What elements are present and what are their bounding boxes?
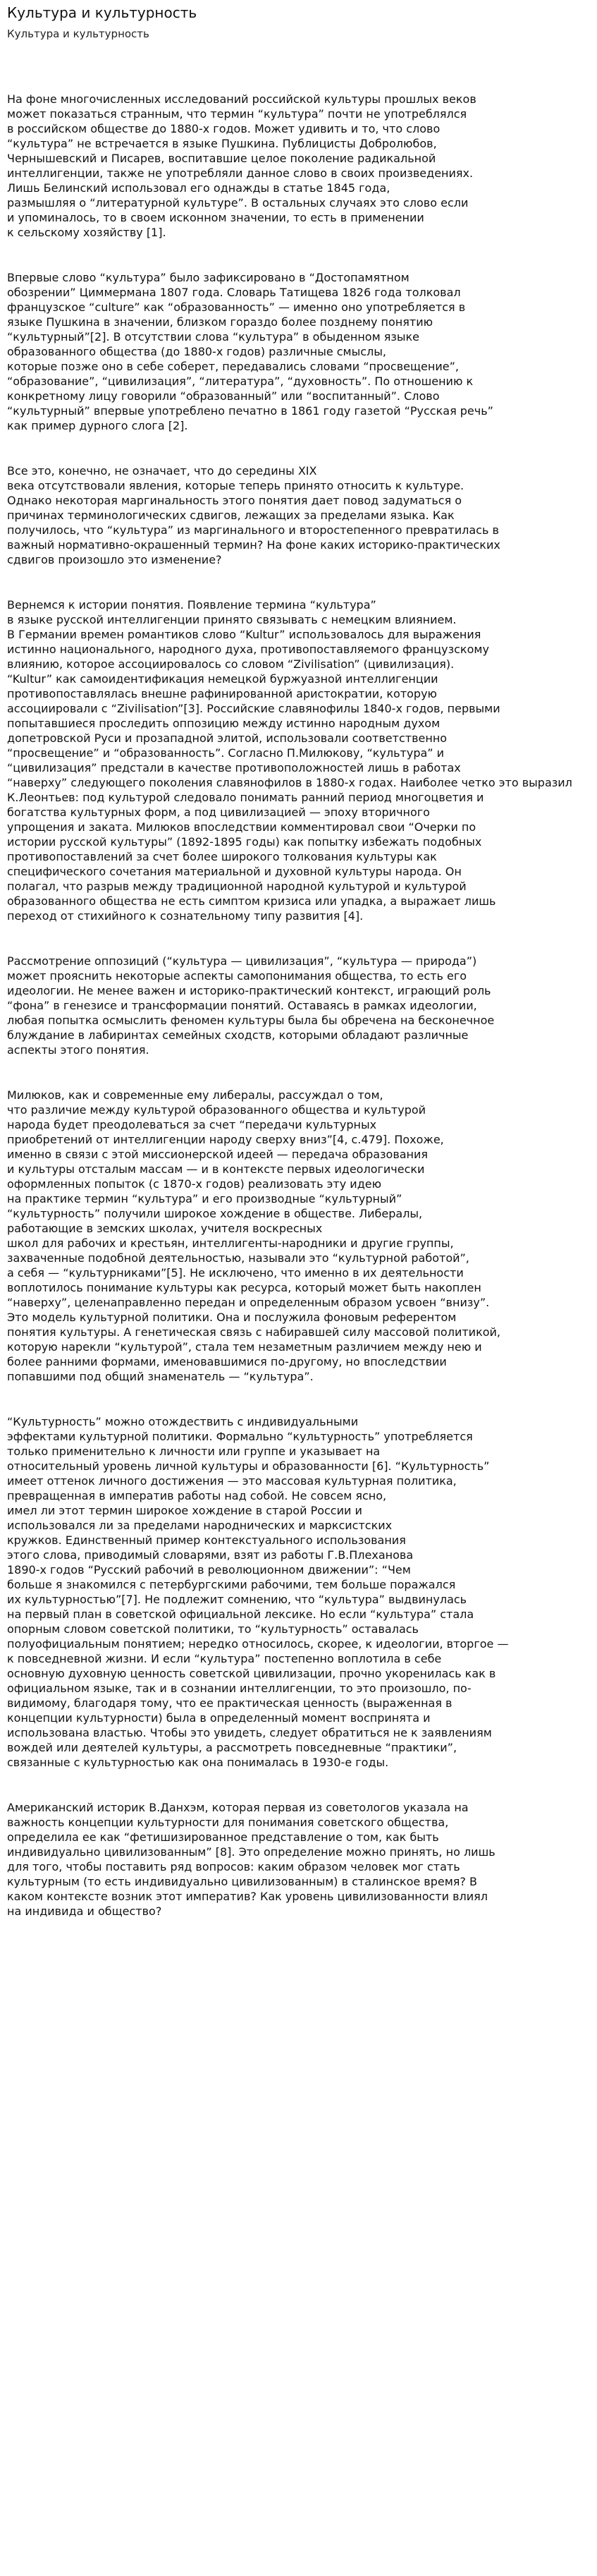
paragraph-6: Милюков, как и современные ему либералы, рассуждал о том, что различие между культурой образованного общества и культурой народа будет преодолеваться за счет “передачи культурных приобретений от интеллигенции народу сверху вниз”[4, с.479]. Похоже, именно в связи с этой миссионерской идеей — передача образования и культуры отсталым массам — и в контексте первых идеологически оформленных попыток (с 1870-х годов) реализовать эту идею на практике термин “культура” и его производные “культурный” “культурность” получили широкое хождение в обществе. Либералы, работающие в земских школах, учителя воскресных школ для рабочих и крестьян, интеллигенты-народники и другие группы, захваченные подобной деятельностью, называли это “культурной работой”, а себя — “культурниками”[5]. Не исключено, что именно в их деятельности воплотилось понимание культуры как ресурса, который может быть накоплен “наверху”, целенаправленно передан и определенным образом усвоен “внизу”. Это модель культурной политики. Она и послужила фоновым референтом понятия культуры. А генетическая связь с набиравшей силу массовой политикой, которую нарекли “культурой”, стала тем незаметным различием между нею и более ранними формами, именовавшимися по-другому, но впоследствии попавшими под общий знаменатель — “культура”. xyxy=(7,1088,500,1383)
paragraph-2: Впервые слово “культура” было зафиксировано в “Достопамятном обозрении” Циммермана 1807 года. Словарь Татищева 1826 года толковал французское “culture” как “образованность” — именно оно употребляется в языке Пушкина в значении, близком гораздо более позднему понятию “культурный”[2]. В отсутствии слова “культура” в обыденном языке образованного общества (до 1880-х годов) различные смыслы, которые позже оно в себе соберет, передавались словами “просвещение”, “образование”, “цивилизация”, “литература”, “духовность”. По отношению к конкретному лицу говорили “образованный” или “воспитанный”. Слово “культурный” впервые употреблено печатно в 1861 году газетой “Русская речь” как пример дурного слога [2]. xyxy=(7,271,493,432)
paragraph-5: Рассмотрение оппозиций (“культура — цивилизация”, “культура — природа”) может прояснить некоторые аспекты самопонимания общества, то есть его идеологии. Не менее важен и историко-практический контекст, играющий роль “фона” в генезисе и трансформации понятий. Оставаясь в рамках идеологии, любая попытка осмыслить феномен культуры была бы обречена на бесконечное блуждание в лабиринтах семейных сходств, которыми обладают различные аспекты этого понятия. xyxy=(7,954,495,1057)
paragraph-3: Все это, конечно, не означает, что до середины XIX века отсутствовали явления, которые теперь принято относить к культуре. Однако некоторая маргинальность этого понятия дает повод задуматься о причинах терминологических сдвигов, лежащих за пределами языка. Как получилось, что “культура” из маргинального и второстепенного превратилась в важный нормативно-окрашенный термин? На фоне каких историко-практических сдвигов произошло это изменение? xyxy=(7,464,500,566)
paragraph-4: Вернемся к истории понятия. Появление термина “культура” в языке русской интеллигенции принято связывать с немецким влиянием. В Германии времен романтиков слово “Kultur” использовалось для выражения истинно национального, народного духа, противопоставляемого французскому влиянию, которое ассоциировалось со словом “Zivilisation” (цивилизация). “Kultur” как самоидентификация немецкой буржуазной интеллигенции противопоставлялась внешне рафинированной аристократии, которую ассоциировали с “Zivilisation”[3]. Российские славянофилы 1840-х годов, первыми попытавшиеся проследить оппозицию между истинно народным духом допетровской Руси и прозападной элитой, использовали соответственно “просвещение” и “образованность”. Согласно П.Милюкову, “культура” и “цивилизация” предстали в качестве противоположностей лишь в работах “наверху” следующего поколения славянофилов в 1880-х годах. Наиболее четко это выразил К.Леонтьев: под культурой следовало понимать ранний период многоцветия и богатства культурных форм, а под цивилизацией — эпоху вторичного упрощения и заката. Милюков впоследствии комментировал свои “Очерки по истории русской культуры” (1892-1895 годы) как попытку избежать подобных противопоставлений за счет более широкого толкования культуры как специфического сочетания материальной и духовной культуры народа. Он полагал, что разрыв между традиционной народной культурой и культурой образованного общества не есть симптом кризиса или упадка, а выражает лишь переход от стихийного к сознательному типу развития [4]. xyxy=(7,598,572,923)
page-subtitle: Культура и культурность xyxy=(7,28,149,40)
paragraph-1: На фоне многочисленных исследований российской культуры прошлых веков может показаться странным, что термин “культура” почти не употреблялся в российском обществе до 1880-х годов. Может удивить и то, что слово “культура” не встречается в языке Пушкина. Публицисты Добролюбов, Чернышевский и Писарев, воспитавшие целое поколение радикальной интеллигенции, также не употребляли данное слово в своих произведениях. Лишь Белинский использовал его однажды в статье 1845 года, размышляя о “литературной культуре”. В остальных случаях это слово если и упоминалось, то в своем исконном значении, то есть в применении к сельскому хозяйству [1]. xyxy=(7,92,476,239)
paragraph-8: Американский историк В.Данхэм, которая первая из советологов указала на важность концепции культурности для понимания советского общества, определила ее как “фетишизированное представление о том, как быть индивидуально цивилизованным” [8]. Это определение можно принять, но лишь для того, чтобы поставить ряд вопросов: каким образом человек мог стать культурным (то есть индивидуально цивилизованным) в сталинское время? В каком контексте возник этот императив? Как уровень цивилизованности влиял на индивида и общество? xyxy=(7,1801,496,1918)
article-body xyxy=(7,92,591,1919)
paragraph-7: “Культурность” можно отождествить с индивидуальными эффектами культурной политики. Формально “культурность” употребляется только применительно к личности или группе и указывает на относительный уровень личной культуры и образованности [6]. “Культурность” имеет оттенок личного достижения — это массовая культурная политика, превращенная в императив работы над собой. Не совсем ясно, имел ли этот термин широкое хождение в старой России и использовался ли за пределами народнических и марксистских кружков. Единственный пример контекстуального использования этого слова, приводимый словарями, взят из работы Г.В.Плеханова 1890-х годов “Русский рабочий в революционном движении”: “Чем больше я знакомился с петербургскими рабочими, тем больше поражался их культурностью”[7]. Не подлежит сомнению, что “культура” выдвинулась на первый план в советской официальной лексике. Но если “культура” стала опорным словом советской политики, то “культурность” оставалась полуофициальным понятием; нередко относилось, скорее, к идеологии, вторгое — к повседневной жизни. И если “культура” постепенно воплотила в себе основную духовную ценность советской цивилизации, прочно укоренилась как в официальном языке, так и в сознании интеллигенции, то это произошло, по- видимому, благодаря тому, что ее практическая ценность (выраженная в концепции культурности) была в определенный момент воспринята и использована властью. Чтобы это увидеть, следует обратиться не к заявлениям вождей или деятелей культуры, а рассмотреть повседневные “практики”, связанные с культурностью как она понималась в 1930-е годы. xyxy=(7,1415,509,1769)
document-header xyxy=(7,0,591,41)
page-title: Культура и культурность xyxy=(7,4,197,21)
